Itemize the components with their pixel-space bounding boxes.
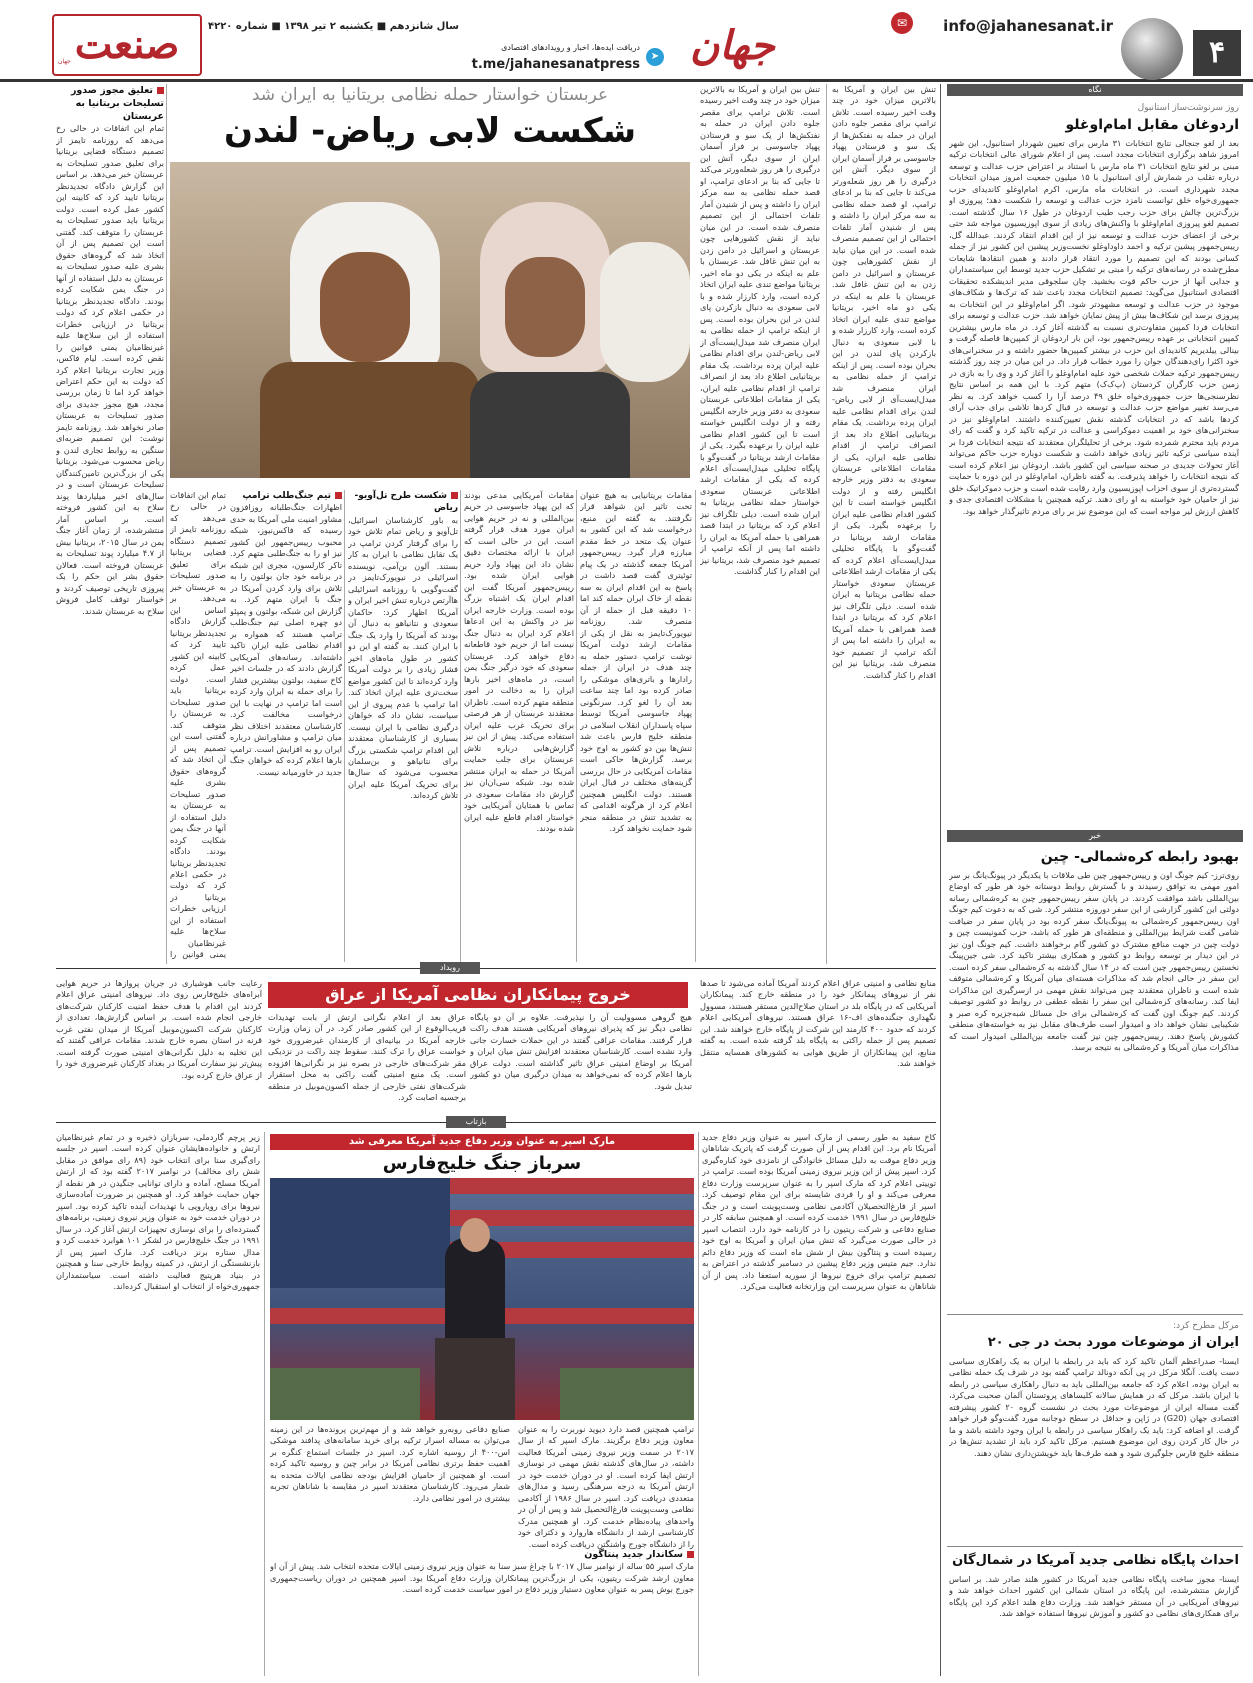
sub2-title: تیم جنگ‌طلب ترامپ: [230, 490, 342, 502]
main-col-a-top: تنش بین ایران و آمریکا به بالاترین میزان خود در چند وقت اخیر رسیده است. تلاش ترامپ برای مقصر جلوه دادن ایران در حمله به نفتکش‌ها از یک سو و فرستادن پهپاد جاسوسی بر فراز آسمان ایران از سوی دیگر، آتش این درگیری را هر روز شعله‌ورتر می‌کند تا جایی که بنا بر ادعای ترامپ، او قصد حمله نظامی به سه مرکز ایران را داشته و پس از شنیدن آمار تلفات احتمالی از این تصمیم منصرف شده است. در این میان نباید از نقش کشورهایی چون عربستان و اسرائیل در دامن زدن به این تنش غافل شد. عربستان با علم به اینکه در یکی دو ماه اخیر، بریتانیا مواضع تندی علیه ایران اتخاذ کرده است، وارد کارزار شده و با لابی سعودی به دنبال بازکردن پای لندن در این بحران بوده است. پس از اینکه ترامپ از حمله نظامی به ایران منصرف شد میدل‌ایست‌آی از لابی ریاض-لندن برای اقدام نظامی علیه ایران پرده برداشت. یک مقام بریتانیایی اطلاع داد بعد از انصراف ترامپ از اقدام نظامی علیه ایران، یکی از مقامات اطلاعاتی عربستان سعودی به دفتر وزیر خارجه انگلیس رفته و از دولت انگلیس خواسته است تا این کشور اقدام نظامی علیه ایران را برعهده بگیرد. یکی از مقامات ارشد بریتانیا در گفت‌وگو با پایگاه تحلیلی میدل‌ایست‌آی اعلام کرده که یکی از مقامات ارشد اطلاعاتی عربستان سعودی خواستار حمله نظامی بریتانیا به ایران شده است. دیلی تلگراف نیز اعلام کرد که بریتانیا در ابتدا قصد همراهی با حمله آمریکا به ایران را داشته اما پس از آنکه ترامپ از تصمیم خود منصرف شد، بریتانیا نیز این اقدام را کنار گذاشت.: [700, 84, 820, 577]
bottom-photo: [270, 1178, 694, 1420]
bottom-col-c: صنایع دفاعی روبه‌رو خواهد شد و از مهم‌ترین پرونده‌ها در این زمینه می‌توان به مساله اسرار ترکیه برای خرید سامانه‌های پدافند موشکی اس-۴۰۰ از روسیه اشاره کرد. اسپر در جلسات استماع کنگره بر اهمیت حفظ برتری نظامی آمریکا در برابر چین و روسیه تاکید کرده است. او همچنین از حامیان افزایش بودجه نظامی ایالات متحده به شمار می‌رود. کارشناسان معتقدند اسپر در مقایسه با شاناهان تجربه بیشتری در امور نظامی دارد.: [270, 1424, 510, 1503]
article3-body: ایسنا- صدراعظم آلمان تاکید کرد که باید در رابطه با ایران به یک راهکاری سیاسی دست یافت. آنگلا مرکل در پی آنکه دونالد ترامپ گفته بود در شرف یک حمله نظامی به ایران بوده، اعلام کرد که جامعه بین‌المللی باید به دنبال راهکاری سیاسی در رابطه با ایران باشد. مرکل که در همایش سالانه کلیساهای پروتستان آلمان صحبت می‌کرد، گفت مساله ایران از موضوعات مورد بحث در نشست گروه ۲۰ کشور پیشرفته اقتصادی جهان (G20) در ژاپن و حداقل در سطح دوجانبه مورد گفت‌وگو قرار خواهد گرفت. او اضافه کرد: باید یک راهکار سیاسی در رابطه با ایران وجود داشته باشد و ما در حال کار کردن روی این موضوع هستیم. مرکل تاکید کرد باید از تشدید تنش‌ها در منطقه خلیج فارس جلوگیری شود و همه طرف‌ها باید خویشتن‌داری نشان دهند.: [949, 1356, 1239, 1458]
podium: [435, 1338, 515, 1420]
sub1-body: به باور کارشناسان اسرائیل، تل‌آویو و ریاض تمام تلاش خود را برای گرفتار کردن ترامپ در یک تقابل نظامی با ایران به کار بستند. آلون بن‌آمی، نویسنده اسرائیلی در نیویورک‌تایمز در گفت‌وگویی با روزنامه اسرائیلی هاآرتص درباره تنش اخیر ایران و آمریکا اظهار کرد: حاکمان سعودی و نتانیاهو به دنبال آن بودند که آمریکا را وارد یک جنگ با ایران کنند. به گفته او این دو کشور در طول ماه‌های اخیر فشار زیادی را بر دولت آمریکا وارد کرده‌اند تا این کشور مواضع سخت‌تری علیه ایران اتخاذ کند. اما ترامپ با عدم پیروی از این سیاست، نشان داد که خواهان درگیری نظامی با ایران نیست. بسیاری از کارشناسان معتقدند این اقدام ترامپ شکستی بزرگ برای نتانیاهو و بن‌سلمان محسوب می‌شود که سال‌ها برای تحریک آمریکا علیه ایران تلاش کرده‌اند.: [348, 514, 458, 801]
mail-icon: ✉: [891, 12, 913, 34]
sub2-body: اظهارات جنگ‌طلبانه روزافزون مشاور امنیت ملی آمریکا به حدی رسیده که فاکس‌نیوز، شبکه محبوب رییس‌جمهور این کشور نیز او را به جنگ‌طلبی متهم کرد. تاکر کارلسون، مجری این شبکه در برنامه خود جان بولتون را به تلاش برای وارد کردن آمریکا در جنگ با ایران متهم کرد. به گزارش این شبکه، بولتون و پمپئو دو چهره اصلی تیم جنگ‌طلب ترامپ هستند که همواره بر اقدام نظامی علیه ایران تاکید داشته‌اند. رسانه‌های آمریکایی گزارش دادند که در جلسات اخیر کاخ سفید، بولتون بیشترین فشار را برای حمله به ایران وارد کرده است اما ترامپ در نهایت با این درخواست مخالفت کرد. کارشناسان معتقدند اختلاف نظر میان ترامپ و مشاورانش درباره ایران رو به افزایش است. ترامپ بارها اعلام کرده که خواهان جنگ جدید در خاورمیانه نیست.: [230, 502, 342, 777]
bottom-col-b: ترامپ همچنین قصد دارد دیوید نوربرت را به عنوان معاون وزیر دفاع برگزیند. مارک اسپر که از سال ۲۰۱۷ در سمت وزیر نیروی زمینی آمریکا فعالیت داشته، در سال‌های گذشته نقش مهمی در نوسازی ارتش ایفا کرده است. او در دوران خدمت خود در ارتش آمریکا به درجه سرهنگی رسید و مدال‌های متعددی دریافت کرد. اسپر در سال ۱۹۸۶ از آکادمی نظامی وست‌پوینت فارغ‌التحصیل شد و پس از آن در واحدهای پیاده‌نظام خدمت کرد. او همچنین مدرک کارشناسی ارشد از دانشگاه هاروارد و دکترای خود را از دانشگاه جورج واشنگتن دریافت کرده است.: [518, 1424, 694, 1549]
article-kicker: روز سرنوشت‌ساز استانبول: [1137, 103, 1239, 113]
article3-headline: ایران از موضوعات مورد بحث در جی ۲۰: [987, 1335, 1239, 1350]
left-body-cont: تمام این اتفاقات در حالی رخ می‌دهد که روزنامه تایمز از تصمیم دستگاه قضایی بریتانیا برای تعلیق صدور تسلیحات به عربستان خبر می‌دهد. بر اساس این گزارش دادگاه تجدیدنظر بریتانیا تایید کرد که کابینه این کشور عمل کرده است. دولت بریتانیا باید صدور تسلیحات به عربستان را متوقف کند. گفتنی است این تصمیم پس از آن اتخاذ شد که گروه‌های حقوق بشری علیه صدور تسلیحات به عربستان به دلیل استفاده از آنها در جنگ یمن شکایت کرده بودند. دادگاه تجدیدنظر بریتانیا در حکمی اعلام کرد که دولت بریتانیا در ارزیابی خطرات استفاده از این سلاح‌ها علیه غیرنظامیان یمنی قوانین را: [170, 490, 226, 960]
telegram-box: [414, 40, 664, 76]
person3-headdress: [600, 242, 690, 382]
logo-subtitle: جهان: [58, 58, 71, 65]
middle-col-c: هیچ گروهی مسوولیت آن را نپذیرفت. علاوه بر آن دو پایگاه نظامی دیگر نیز که پذیرای نیروهای آمریکایی هستند هدف راکت قرار گرفتند. مقامات عراقی گفتند در این حملات خسارت جانی وارد نشده است. کارشناسان معتقدند افزایش تنش میان ایران و آمریکا بر اوضاع امنیتی عراق تاثیر گذاشته است. دولت عراق بارها اعلام کرده که نمی‌خواهد به میدان درگیری میان دو کشور تبدیل شود.: [470, 1012, 692, 1091]
main-headline: شکست لابی ریاض- لندن: [223, 111, 637, 151]
person-face: [320, 252, 410, 362]
newspaper-logo: صنعت: [52, 14, 202, 76]
person2-face: [505, 257, 585, 357]
main-col-b: مقامات بریتانیایی به هیچ عنوان تحت تاثیر این شواهد قرار نگرفتند. به گفته این منبع، درخواست شد که این کشور به عنوان یک متحد در خط مقدم مبارزه قرار گیرد. رییس‌جمهور آمریکا جمعه گذشته در یک پیام توئیتری گفت قصد داشت در پاسخ به این اقدام ایران به سه نقطه از خاک ایران حمله کند اما ۱۰ دقیقه قبل از حمله از آن منصرف شد. روزنامه نیویورک‌تایمز به نقل از یکی از مقامات ارشد دولت آمریکا نوشت ترامپ دستور حمله به چند هدف در ایران از جمله رادارها و باتری‌های موشکی را صادر کرده بود اما چند ساعت بعد آن را لغو کرد. سرنگونی پهپاد جاسوسی آمریکا توسط سپاه پاسداران انقلاب اسلامی در منطقه خلیج فارس باعث شد تنش‌ها بین دو کشور به اوج خود برسد. گزارش‌ها حاکی است مقامات آمریکایی در حال بررسی گزینه‌های مختلف در قبال ایران هستند. دولت انگلیس همچنین اعلام کرد از هرگونه اقدامی که به تشدید تنش در منطقه منجر شود حمایت نخواهد کرد.: [580, 490, 692, 834]
left-title: تعلیق مجوز صدور تسلیحات بریتانیا به عربستان: [70, 85, 164, 123]
article4-headline: احداث پایگاه نظامی جدید آمریکا در شمال‌گان: [952, 1553, 1239, 1568]
email-address[interactable]: info@jahanesanat.ir: [943, 17, 1113, 35]
speaker-head: [460, 1218, 490, 1252]
bottom-tag: بازتاب: [446, 1116, 506, 1128]
right-column: [947, 84, 1243, 1674]
middle-col-a: رعایت جانب هوشیاری در جریان پروازها در حریم هوایی آبراه‌های خلیج‌فارس روی داد. نیروهای امنیتی عراق اعلام کردند این اقدام با هدف حفظ امنیت کارکنان شرکت‌های خارجی انجام شده است. بر اساس گزارش‌ها، تعدادی از کارکنان شرکت اکسون‌موبیل آمریکا از میدان نفتی غرب قرنه در استان بصره خارج شدند. مقامات عراقی گفتند که این تخلیه به دلیل نگرانی‌های امنیتی صورت گرفته است. پیش‌تر نیز سفارت آمریکا در بغداد کارکنان غیرضروری خود را از عراق خارج کرده بود.: [56, 978, 262, 1080]
sub2: [230, 490, 342, 962]
vehicle-right: [560, 1368, 694, 1420]
main-story-head: [170, 84, 690, 484]
section-title: جهان: [690, 22, 775, 69]
article2-body: روی‌ترز- کیم جونگ اون و رییس‌جمهور چین طی ملاقات با یکدیگر در پیونگ‌یانگ بر سر امور مهمی به توافق رسیدند و با گسترش روابط دوستانه خود هر طور که اوضاع بین‌المللی باشد موافقت کردند. در پایان سفر رییس‌جمهور چین به کره‌شمالی رسانه دولتی این کشور گزارشی از این سفر دوروزه منتشر کرد. شی که به دعوت کیم جونگ اون رییس‌جمهور کره‌شمالی به پیونگ‌یانگ سفر کرده بود در پایان سفر در ضیافت شامی گفت شرایط بین‌المللی و منطقه‌ای هر طور که باشد، حزب کمونیست چین و دولت چین در جهت منافع مشترک دو کشور گام برخواهند داشت. کیم جونگ اون نیز در این دیدار بر توسعه روابط دو کشور و همکاری بیشتر تاکید کرد. شی جین‌پینگ نخستین رییس‌جمهور چین است که در ۱۴ سال گذشته به کره‌شمالی سفر کرده است. این سفر در حالی انجام شد که مذاکرات هسته‌ای میان آمریکا و کره‌شمالی متوقف شده است و ناظران معتقدند چین می‌تواند نقش مهمی در ازسرگیری این مذاکرات ایفا کند. رسانه‌های کره‌شمالی این سفر را نقطه عطفی در روابط دو کشور توصیف کردند. کیم جونگ اون گفت که کره‌شمالی برای حل مسائل شبه‌جزیره کره صبر و شکیبایی نشان خواهد داد و امیدوار است طرف‌های مقابل نیز به خواسته‌های منطقی کشورش پاسخ دهند. رییس‌جمهور چین نیز گفت جامعه بین‌المللی امیدوار است که مذاکرات میان آمریکا و کره‌شمالی به نتیجه برسد.: [949, 870, 1239, 1053]
article4-body: ایسنا- مجوز ساخت پایگاه نظامی جدید آمریکا در کشور هلند صادر شد. بر اساس گزارش منتشرشده، این پایگاه در استان شمالی این کشور احداث خواهد شد و نیروهای آمریکایی در آن مستقر خواهند شد. وزارت دفاع هلند اعلام کرد این پایگاه برای همکاری‌های نظامی دو کشور و آموزش نیروها استفاده خواهد شد.: [949, 1574, 1239, 1619]
bottom-sub: [270, 1548, 694, 1676]
bottom-sub-title: سکاندار جدید پنتاگون: [270, 1548, 694, 1561]
sub1: [348, 490, 458, 962]
left-article: [56, 84, 164, 964]
person2-robe: [470, 372, 630, 478]
page-header: [0, 0, 1253, 82]
news-tag: خبر: [947, 830, 1243, 842]
left-body: تمام این اتفاقات در حالی رخ می‌دهد که روزنامه تایمز از تصمیم دستگاه قضایی بریتانیا برای تعلیق صدور تسلیحات به عربستان خبر می‌دهد. بر اساس این گزارش دادگاه تجدیدنظر بریتانیا تایید کرد که کابینه این کشور عمل کرده است. دولت بریتانیا باید صدور تسلیحات به عربستان را متوقف کند. گفتنی است این تصمیم پس از آن اتخاذ شد که گروه‌های حقوق بشری علیه صدور تسلیحات به عربستان به دلیل استفاده از آنها در جنگ یمن شکایت کرده بودند. دادگاه تجدیدنظر بریتانیا در حکمی اعلام کرد که دولت بریتانیا در ارزیابی خطرات استفاده از این سلاح‌ها علیه غیرنظامیان یمنی قوانین را نقض کرده است. لیام فاکس، وزیر تجارت بریتانیا اعلام کرد که دولت به این حکم اعتراض خواهد کرد اما تا زمان بررسی مجدد، هیچ مجوز جدیدی برای صدور تسلیحات به عربستان صادر نخواهد شد. روزنامه تایمز نوشت: این تصمیم ضربه‌ای سنگین به روابط تجاری لندن و ریاض محسوب می‌شود. بریتانیا یکی از بزرگ‌ترین تامین‌کنندگان تسلیحات عربستان است و در سال‌های اخیر میلیاردها پوند سلاح به این کشور فروخته است. بر اساس آمار منتشرشده، از زمان آغاز جنگ یمن در سال ۲۰۱۵، بریتانیا بیش از ۴.۷ میلیارد پوند تسلیحات به عربستان فروخته است. فعالان حقوق بشر این حکم را یک پیروزی تاریخی توصیف کردند و خواستار توقف کامل فروش سلاح به عربستان شدند.: [56, 123, 164, 616]
main-col-c: مقامات آمریکایی مدعی بودند که این پهپاد جاسوسی در حریم بین‌المللی و نه در حریم هوایی ایران مورد هدف قرار گرفته است. این در حالی است که ایران با ارائه مختصات دقیق نشان داد این پهپاد وارد حریم هوایی ایران شده بود. رییس‌جمهور آمریکا گفت این اقدام ایران یک اشتباه بزرگ بوده است. وزارت خارجه ایران نیز در واکنش به این ادعاها اعلام کرد ایران به دنبال جنگ نیست اما از حریم خود قاطعانه دفاع خواهد کرد. عربستان سعودی که خود درگیر جنگ یمن است، در ماه‌های اخیر بارها ایران را به دخالت در امور منطقه متهم کرده است. ناظران معتقدند عربستان از هر فرصتی برای تحریک غرب علیه ایران استفاده می‌کند. پیش از این نیز گزارش‌هایی درباره تلاش عربستان برای جلب حمایت آمریکا در حمله به ایران منتشر شده بود. شبکه سی‌ان‌ان نیز گزارش داد مقامات سعودی در تماس با همتایان آمریکایی خود خواستار اقدام قاطع علیه ایران شده بودند.: [464, 490, 574, 834]
article-body: بعد از لغو جنجالی نتایج انتخابات ۳۱ مارس برای تعیین شهردار استانبول، این شهر امروز شاهد برگزاری انتخابات مجدد است. پس از اعلام شورای عالی انتخابات ترکیه مبنی بر لغو نتایج انتخابات ۳۱ ماه مارس با استناد بر اعتراض حزب عدالت و توسعه درباره تقلب در شمارش آرای استانبول با ۱۵ میلیون جمعیت امروز میدان انتخابات مجدد شهرداری است. در انتخابات ماه مارس، اکرم امام‌اوغلو کاندیدای حزب جمهوری‌خواه خلق توانست نامزد حزب عدالت و توسعه را شکست دهد؛ پیروزی او بزرگ‌ترین چالش برای حزب رجب طیب اردوغان در طول ۱۶ سال گذشته است. تصمیم لغو پیروزی امام‌اوغلو با واکنش‌های زیادی از سوی اپوزیسیون مواجه شد حتی برخی از اعضای حزب عدالت و توسعه نیز از این اقدام انتقاد کردند. عبدالله گل، رییس‌جمهور پیشین ترکیه و احمد داوداوغلو نخست‌وزیر پیشین این کشور نیز از جمله کسانی بودند که این تصمیم را مورد انتقاد قرار دادند و همین انتقادها شایعات مطرح‌شده در رسانه‌های ترکیه را مبنی بر تشکیل حزب جدید توسط این سیاستمداران و جدایی آنها از حزب حاکم قوت بخشید. چان سلجوقی مدیر اندیشکده تحقیقات اقتصادی استانبول می‌گوید: تصمیم انتخابات مجدد باعث شد که ترک‌ها و شکاف‌های موجود در حزب عدالت و توسعه مشهودتر شود. اگر امام‌اوغلو در این انتخابات به پیروزی برسد این شکاف‌ها بیش از پیش نمایان خواهد شد. حزب عدالت و توسعه برای انتخابات فردا کمپین متفاوت‌تری نسبت به گذشته آغاز کرد. در ماه مارس بیشترین کمپین انتخاباتی بر عهده رییس‌جمهور بود، این بار اردوغان از کمپین‌ها فاصله گرفت و بینالی ییلدیریم کاندیدای این حزب در بیشتر کمپین‌ها حضور داشته و در سخنرانی‌های خود اکثرا رای‌دهندگان جوان را مورد خطاب قرار داد. در این میان در چند روز گذشته رییس‌جمهور ترکیه حملات شخصی خود علیه امام‌اوغلو را آغاز کرد و وی را به بازی در زمین حزب کارگران کردستان (پ‌ک‌ک) متهم کرد. با این همه بر اساس نتایج نظرسنجی‌ها حزب جمهوری‌خواه خلق ۴۹ درصد آرا را کسب خواهد کرد. به نظر می‌رسد تغییر مواضع حزب عدالت و توسعه در قبال کردها تلاشی برای جذب آرای کردها باشد که در انتخابات گذشته نقش تعیین‌کننده داشتند. امام‌اوغلو نیز در سخنرانی‌های خود بر اهمیت دموکراسی و عدالت در ترکیه تاکید کرد و گفت که رای مردم باید محترم شمرده شود. برخی از تحلیلگران معتقدند که نتیجه انتخابات فردا بر آینده سیاسی ترکیه تاثیر زیادی خواهد داشت و شکست دوباره حزب حاکم می‌تواند آغاز تحولات جدیدی در صحنه سیاسی این کشور باشد. اردوغان نیز اعلام کرده است که نتیجه انتخابات را خواهد پذیرفت. به گفته ناظران، امام‌اوغلو در این دوره با حمایت گسترده‌تری از سوی احزاب اپوزیسیون وارد رقابت شده است و حزب دموکراتیک خلق نیز از حامیان خود خواسته به او رای دهند. ترکیه همچنین با مشکلات اقتصادی جدی و کاهش ارزش لیر مواجه است که این موضوع نیز بر رای مردم تاثیرگذار خواهد بود.: [949, 138, 1239, 516]
page-number: ۴: [1193, 30, 1241, 76]
bottom-sub-body: مارک اسپر ۵۵ ساله از نوامبر سال ۲۰۱۷ با چراغ سبز سنا به عنوان وزیر نیروی زمینی ایالات متحده انتخاب شد. پیش از آن او معاون ارشد شرکت ریتیون، یکی از بزرگ‌ترین پیمانکاران وزارت دفاع آمریکا بود. اسپر همچنین در دوران ریاست‌جمهوری جورج بوش پسر به عنوان معاون دستیار وزیر دفاع در امور سیاست خدمت کرده است.: [270, 1561, 694, 1595]
bottom-headline: سرباز جنگ خلیج‌فارس: [382, 1153, 582, 1174]
main-photo: [170, 162, 690, 478]
article-headline: اردوغان مقابل امام‌اوغلو: [1065, 117, 1239, 133]
middle-col-d: منابع نظامی و امنیتی عراق اعلام کردند آمریکا آماده می‌شود تا صدها نفر از نیروهای پیمانکار خود را در منطقه خارج کند. پیمانکاران آمریکایی که در پایگاه بلد در استان صلاح‌الدین مستقر هستند، مسوول نگهداری جنگنده‌های اف-۱۶ عراق هستند. نیروهای آمریکایی اعلام کردند که حدود ۴۰۰ کارمند این شرکت از پایگاه خارج خواهند شد. این تصمیم پس از حمله راکتی به پایگاه بلد گرفته شده است. به گفته منابع، این پیمانکاران از طریق هوایی به کشورهای همسایه منتقل خواهند شد.: [700, 978, 936, 1069]
globe-icon: [1121, 18, 1183, 80]
telegram-link[interactable]: t.me/jahanesanatpress: [471, 57, 640, 72]
middle-tag: رویداد: [420, 962, 480, 974]
article2-headline: بهبود رابطه کره‌شمالی- چین: [1040, 849, 1239, 865]
middle-col-b: عراق بعد از اعلام نگرانی ارتش از بابت تهدیدات قریب‌الوقوع از این کشور صادر کرد. در آن زمان وزارت خارجه آمریکا در بیانیه‌ای از کارمندان غیرضروری خود خواست عراق را ترک کنند. سقوط چند راکت در نزدیکی مقر شرکت‌های خارجی در بصره نیز بر نگرانی‌ها افزوده است. یک منبع امنیتی گفت راکتی به محل استقرار شرکت‌های نفتی خارجی از جمله اکسون‌موبیل در منطقه برجسیه اصابت کرد.: [268, 1012, 466, 1103]
issue-info: سال شانزدهم ■ یکشنبه ۲ تیر ۱۳۹۸ ■ شماره ۴۲۲۰: [208, 21, 459, 32]
person-robe: [260, 362, 480, 478]
vehicle-left: [270, 1368, 420, 1420]
sub1-title: شکست طرح تل‌آویو- ریاض: [354, 491, 458, 514]
article3-kicker: مرکل مطرح کرد:: [1173, 1321, 1239, 1331]
column-tag: نگاه: [947, 84, 1243, 96]
bottom-col-a: کاخ سفید به طور رسمی از مارک اسپر به عنوان وزیر دفاع جدید آمریکا نام برد. این اقدام پس از آن صورت گرفت که پاتریک شاناهان وزیر دفاع موقت به دلیل مسائل خانوادگی از نامزدی خود کناره‌گیری کرد. اسپر پیش از این وزیر نیروی زمینی آمریکا بوده است. ترامپ در توییتی اعلام کرد که مارک اسپر را به عنوان سرپرست وزارت دفاع معرفی می‌کند و او را فردی شایسته برای این مقام توصیف کرد. اسپر از فارغ‌التحصیلان آکادمی نظامی وست‌پوینت است و در جنگ خلیج‌فارس در سال ۱۹۹۱ خدمت کرده است. او همچنین سابقه کار در صنایع دفاعی و شرکت ریتیون را در کارنامه خود دارد. انتصاب اسپر در حالی صورت می‌گیرد که تنش میان ایران و آمریکا به اوج خود رسیده است و پنتاگون بیش از شش ماه است که وزیر دفاع دائم ندارد. جیم متیس وزیر دفاع پیشین در دسامبر گذشته در اعتراض به تصمیم ترامپ برای خروج نیروها از سوریه استعفا داد. پس از آن شاناهان به عنوان سرپرست این وزارتخانه فعالیت می‌کرد.: [702, 1132, 936, 1292]
main-col-a-right: تنش بین ایران و آمریکا به بالاترین میزان خود در چند وقت اخیر رسیده است. تلاش ترامپ برای مقصر جلوه دادن ایران در حمله به نفتکش‌ها از یک سو و فرستادن پهپاد جاسوسی بر فراز آسمان ایران از سوی دیگر، آتش این درگیری را هر روز شعله‌ورتر می‌کند تا جایی که بنا بر ادعای ترامپ، او قصد حمله نظامی به سه مرکز ایران را داشته و پس از شنیدن آمار تلفات احتمالی از این تصمیم منصرف شده است. در این میان نباید از نقش کشورهایی چون عربستان و اسرائیل در دامن زدن به این تنش غافل شد. عربستان با علم به اینکه در یکی دو ماه اخیر، بریتانیا مواضع تندی علیه ایران اتخاذ کرده است، وارد کارزار شده و با لابی سعودی به دنبال بازکردن پای لندن در این بحران بوده است. پس از اینکه ترامپ از حمله نظامی به ایران منصرف شد میدل‌ایست‌آی از لابی ریاض-لندن برای اقدام نظامی علیه ایران پرده برداشت. یک مقام بریتانیایی اطلاع داد بعد از انصراف ترامپ از اقدام نظامی علیه ایران، یکی از مقامات اطلاعاتی عربستان سعودی به دفتر وزیر خارجه انگلیس رفته و از دولت انگلیس خواسته است تا این کشور اقدام نظامی علیه ایران را برعهده بگیرد. یکی از مقامات ارشد بریتانیا در گفت‌وگو با پایگاه تحلیلی میدل‌ایست‌آی اعلام کرده که یکی از مقامات ارشد اطلاعاتی عربستان سعودی خواستار حمله نظامی بریتانیا به ایران شده است. دیلی تلگراف نیز اعلام کرد که بریتانیا در ابتدا قصد همراهی با حمله آمریکا به ایران را داشته اما پس از آنکه ترامپ از تصمیم خود منصرف شد، بریتانیا نیز این اقدام را کنار گذاشت.: [832, 84, 936, 680]
middle-headline: خروج پیمانکاران نظامی آمریکا از عراق: [268, 982, 688, 1008]
telegram-text: دریافت ایده‌ها، اخبار و رویدادهای اقتصادی: [501, 43, 640, 52]
bottom-col-d: زیر پرچم گاردملی، سربازان ذخیره و در تمام غیرنظامیان ارتش و خانواده‌هایشان عنوان کرده است. اسپر در جلسه رای‌گیری سنا برای انتخاب خود (۸۹ رای موافق در مقابل شش رای مخالف) در نوامبر ۲۰۱۷ گفته بود که از ارتش آمریکا مسلح، آماده و دارای توانایی جنگیدن در هر نقطه از جهان حمایت خواهد کرد. او همچنین بر ضرورت آماده‌سازی نیروها برای رویارویی با تهدیدات آینده تاکید کرده بود. اسپر در دوران خدمت خود به عنوان وزیر نیروی زمینی، برنامه‌های گسترده‌ای را برای نوسازی تجهیزات ارتش آغاز کرد. در سال ۱۹۹۱ در جنگ خلیج‌فارس در لشکر ۱۰۱ هوابرد خدمت کرد و مدال ستاره برنز دریافت کرد. مارک اسپر پس از بازنشستگی از ارتش، در کمیته روابط خارجی سنا و همچنین در بنیاد هریتیج فعالیت داشته است. سیاستمداران جمهوری‌خواه از انتخاب او استقبال کرده‌اند.: [56, 1132, 260, 1292]
main-kicker: عربستان خواستار حمله نظامی بریتانیا به ایران شد: [251, 85, 609, 105]
bottom-red-kicker: مارک اسپر به عنوان وزیر دفاع جدید آمریکا معرفی شد: [270, 1134, 694, 1150]
flag-canton: [270, 1178, 450, 1288]
telegram-icon: ➤: [646, 48, 664, 66]
